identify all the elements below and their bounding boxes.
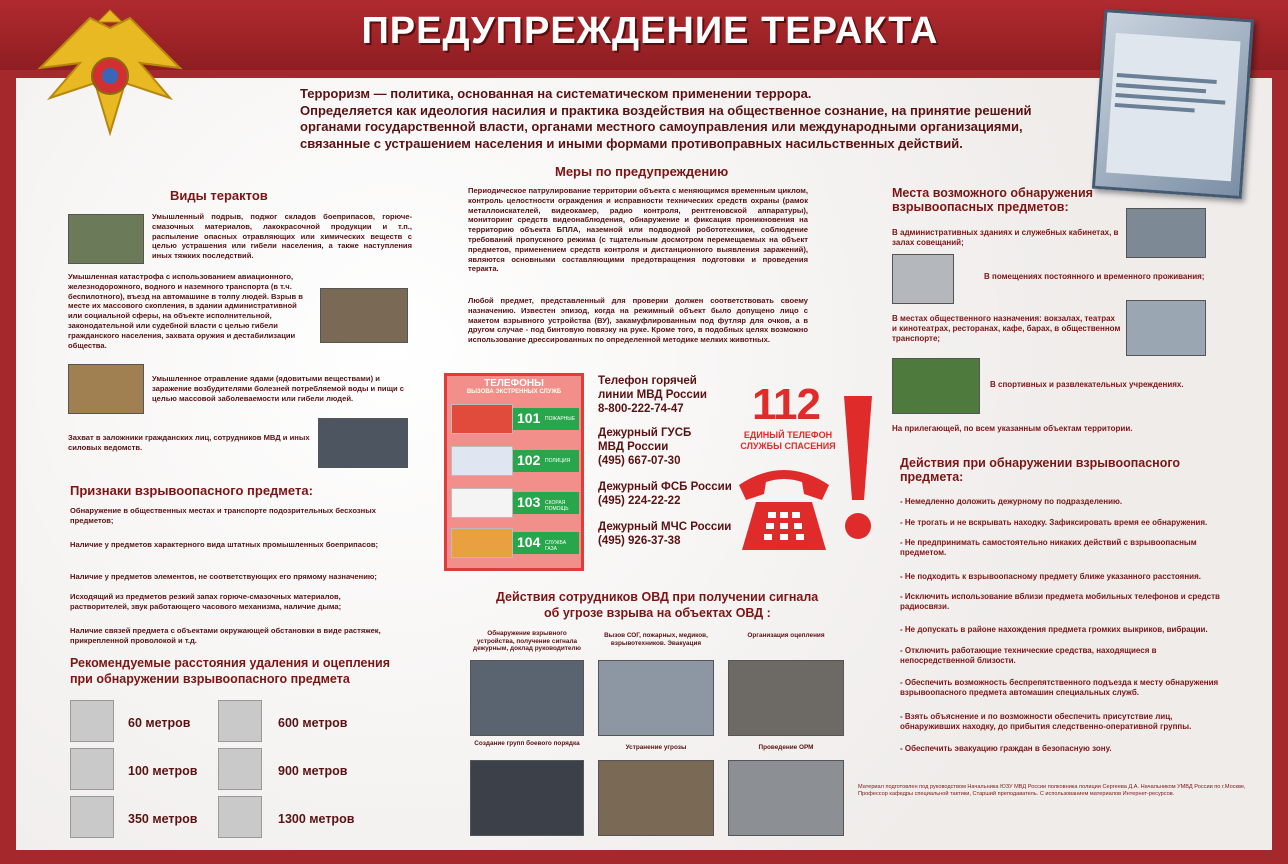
ovd-caption-2: Вызов СОГ, пожарных, медиков, взрывотехников. Эвакуация — [604, 632, 708, 647]
truck-icon — [218, 796, 262, 838]
ovd-photo-1 — [470, 660, 584, 736]
service-number: 103 — [517, 494, 541, 510]
warehouse-photo — [68, 214, 144, 264]
hotline-line: Телефон горячей — [598, 375, 697, 387]
ovd-photo-4 — [470, 760, 584, 836]
intro-text — [300, 86, 1060, 152]
emergency-number: 112 — [752, 380, 820, 429]
deystviya-item-8: - Обеспечить возможность беспрепятственного подъезда к месту обнаружения взрывоопасного предмета автомашин специальных служб. — [900, 678, 1219, 697]
distance-600: 600 метров — [278, 716, 348, 730]
emergency-caption: ЕДИНЫЙ ТЕЛЕФОН СЛУЖБЫ СПАСЕНИЯ — [740, 430, 836, 451]
flashlight-icon — [70, 748, 114, 790]
hotline-mchs — [598, 520, 731, 548]
intro-line1: Терроризм — политика, основанная на систематическом применении террора. — [300, 86, 812, 101]
hotline-fsb — [598, 480, 732, 508]
ovd-caption-3: Организация оцепления — [747, 632, 825, 639]
service-number: 104 — [517, 534, 541, 550]
deystviya-item-1: - Немедленно доложить дежурному по подразделению. — [900, 497, 1123, 506]
stadium-photo — [892, 358, 980, 414]
car-icon — [218, 700, 262, 742]
mesta-item-3: В местах общественного назначения: вокзалах, театрах и кинотеатрах, ресторанах, кафе, барах, в общественном транспорте; — [892, 314, 1121, 343]
ovd-caption-5: Устранение угрозы — [625, 744, 687, 751]
hotline-line: Дежурный МЧС России — [598, 521, 732, 533]
telephone-icon — [734, 460, 834, 552]
ovd-photo-2 — [598, 660, 714, 736]
distance-60: 60 метров — [128, 716, 191, 730]
ovd-caption-1: Обнаружение взрывного устройства, получение сигнала дежурным, доклад руководителю — [473, 630, 581, 652]
priznaki-item-4: Исходящий из предметов резкий запах горюче-смазочных материалов, растворителей, звук работающего часового механизма, наличие дыма; — [70, 592, 342, 611]
distance-100: 100 метров — [128, 764, 198, 778]
deystviya-item-9: - Взять объяснение и по возможности обеспечить присутствие лиц, обнаруживших находку, до прибытия следственно-оперативной группы. — [900, 712, 1192, 731]
deystviya-item-10: - Обеспечить эвакуацию граждан в безопасную зону. — [900, 744, 1112, 753]
backpack-icon — [70, 796, 114, 838]
mery-heading: Меры по предупреждению — [555, 164, 729, 179]
hotline-line: линии МВД России — [598, 389, 707, 401]
ovd-photo-6 — [728, 760, 844, 836]
vidy-item-3: Умышленное отравление ядами (ядовитыми веществами) и заражение возбудителями болезней потребляемой воды и пищи с целью массовой заболеваемости или гибели людей. — [152, 374, 404, 403]
footnote: Материал подготовлен под руководством Начальника ЮЗУ МВД России полковника полиции Сергеева Д.А. Начальником УМВД России по г.Москве, Профессор кафедры специальной тактики, Старший преподаватель. С использованием материалов Интернет-ресурсов. — [858, 784, 1246, 797]
ovd-caption-6: Проведение ОРМ — [758, 744, 814, 751]
service-label: СЛУЖБА ГАЗА — [545, 540, 567, 552]
priznaki-heading: Признаки взрывоопасного предмета: — [70, 483, 313, 498]
service-row-gas — [451, 528, 579, 558]
eagle-emblem-icon — [20, 8, 200, 138]
deystviya-item-6: - Не допускать в районе нахождения предмета громких выкриков, вибрации. — [900, 625, 1208, 634]
deystviya-item-4: - Не подходить к взрывоопасному предмету ближе указанного расстояния. — [900, 572, 1201, 581]
page-title: ПРЕДУПРЕЖДЕНИЕ ТЕРАКТА — [361, 10, 939, 52]
gas-van-icon — [451, 528, 513, 558]
priznaki-item-3: Наличие у предметов элементов, не соответствующих его прямому назначению; — [70, 572, 377, 581]
mesta-item-4: В спортивных и развлекательных учреждениях. — [990, 380, 1184, 389]
distances-heading-2: при обнаружении взрывоопасного предмета — [70, 672, 350, 686]
hostage-photo — [318, 418, 408, 468]
vidy-item-4: Захват в заложники гражданских лиц, сотрудников МВД и иных силовых ведомств. — [68, 433, 310, 452]
intro-line2: Определяется как идеология насилия и практика воздействия на общественное сознание, на принятие решений органами государственной власти, органами местного самоуправления или международными организациями, связанные с устрашением населения и иными формами противоправных насильственных действий. — [300, 102, 1032, 151]
ovd-photo-3 — [728, 660, 844, 736]
hotline-phone: (495) 926-37-38 — [598, 535, 681, 547]
hotline-line: Дежурный ФСБ России — [598, 481, 732, 493]
distance-900: 900 метров — [278, 764, 348, 778]
distance-350: 350 метров — [128, 812, 198, 826]
building-photo — [892, 254, 954, 304]
service-row-ambulance — [451, 488, 579, 518]
ovd-heading-2: об угрозе взрыва на объектах ОВД : — [544, 606, 771, 620]
booklet-image — [1092, 9, 1254, 199]
deystviya-heading: Действия при обнаружении взрывоопасного предмета: — [900, 456, 1181, 484]
mery-p1: Периодическое патрулирование территории объекта с меняющимся временным циклом, контроль целостности ограждения и исправности технических средств охраны (рамок металлоискателей, видеокамер, радио контроля, рентгеновской аппаратуры), мониторинг средств видеонаблюдения, обнаружение и фиксация проникновения на территорию объекта БПЛА, наземной или подводной робототехники, соблюдение требований пропускного режима (с тщательным досмотром перемещаемых на объект предметов, применением средств контроля и дистанционного выявления заражений), являются основными составляющими предотвращения подготовки и проведения теракта. — [468, 186, 808, 274]
deystviya-item-7: - Отключить работающие технические средства, находящиеся в непосредственной близости. — [900, 646, 1157, 665]
deystviya-item-2: - Не трогать и не вскрывать находку. Зафиксировать время ее обнаружения. — [900, 518, 1208, 527]
mesta-item-2: В помещениях постоянного и временного проживания; — [984, 272, 1205, 281]
deystviya-item-3: - Не предпринимать самостоятельно никаких действий с взрывоопасным предметом. — [900, 538, 1197, 557]
service-label: ПОЛИЦИЯ — [545, 458, 571, 464]
service-label: СКОРАЯ ПОМОЩЬ — [545, 500, 569, 512]
food-photo — [68, 364, 144, 414]
hotline-phone: (495) 667-07-30 — [598, 455, 681, 467]
mesta-item-1: В административных зданиях и служебных кабинетах, в залах совещаний; — [892, 228, 1119, 247]
hotline-line: МВД России — [598, 441, 669, 453]
vidy-item-1: Умышленный подрыв, поджог складов боеприпасов, горюче-смазочных материалов, лакокрасочной продукции и т.п., распыление опасных отравляющих или химических веществ с целью устрашения или гибели населения, а также наступления иных тяжких последствий. — [152, 212, 412, 261]
service-number: 102 — [517, 452, 541, 468]
explosion-photo — [320, 288, 408, 343]
distance-1300: 1300 метров — [278, 812, 355, 826]
ovd-caption-4: Создание групп боевого порядка — [474, 740, 580, 747]
emergency-phones-box — [444, 373, 584, 571]
service-row-fire — [451, 404, 579, 434]
mesta-heading: Места возможного обнаружения взрывоопасных предметов: — [892, 186, 1093, 214]
office-photo — [1126, 208, 1206, 258]
hotline-phone: 8-800-222-74-47 — [598, 403, 684, 415]
ovd-photo-5 — [598, 760, 714, 836]
deystviya-item-5: - Исключить использование вблизи предмета мобильных телефонов и средств радиосвязи. — [900, 592, 1220, 611]
ovd-heading-1: Действия сотрудников ОВД при получении сигнала — [496, 590, 819, 604]
hotline-line: Дежурный ГУСБ — [598, 427, 692, 439]
distances-heading-1: Рекомендуемые расстояния удаления и оцепления — [70, 656, 391, 670]
priznaki-item-1: Обнаружение в общественных местах и транспорте подозрительных бесхозных предметов; — [70, 506, 376, 525]
hotline-gusb — [598, 426, 691, 468]
vidy-item-2: Умышленная катастрофа с использованием авиационного, железнодорожного, водного и наземного транспорта (в т.ч. беспилотного), въезд на автомашине в толпу людей. Взрыв в месте их массового скопления, в здании административной или социальной сферы, на объекте исполнительной, законодательной или судебной власти с целью гибели гражданского населения, захвата оружия и дестабилизации общества. — [68, 272, 303, 350]
can-icon — [70, 700, 114, 742]
station-photo — [1126, 300, 1206, 356]
phones-box-heading: ТЕЛЕФОНЫ — [484, 378, 544, 389]
priznaki-item-2: Наличие у предметов характерного вида штатных промышленных боеприпасов; — [70, 540, 379, 549]
van-icon — [218, 748, 262, 790]
hotline-phone: (495) 224-22-22 — [598, 495, 681, 507]
ambulance-icon — [451, 488, 513, 518]
phones-box-sub: ВЫЗОВА ЭКСТРЕННЫХ СЛУЖБ — [466, 389, 562, 395]
vidy-heading: Виды терактов — [170, 188, 268, 203]
mesta-item-5: На прилегающей, по всем указанным объектам территории. — [892, 424, 1133, 433]
service-row-police — [451, 446, 579, 476]
fire-truck-icon — [451, 404, 513, 434]
police-car-icon — [451, 446, 513, 476]
service-label: ПОЖАРНЫЕ — [545, 416, 576, 422]
mery-p2: Любой предмет, представленный для проверки должен соответствовать своему назначению. Известен эпизод, когда на режимный объект было допущено лицо с макетом взрывного устройства (ВУ), закамуфлированным под футляр для очков, а в другом случае - под бинтовую повязку на руке. Кроме того, в подобных целях возможно использование дрессированных по определенной методике мелких животных. — [468, 296, 808, 345]
service-number: 101 — [517, 410, 541, 426]
hotline-mvd — [598, 374, 707, 416]
priznaki-item-5: Наличие связей предмета с объектами окружающей обстановки в виде растяжек, прикрепленной проволокой и т.д. — [70, 626, 381, 645]
exclamation-icon — [838, 392, 878, 544]
